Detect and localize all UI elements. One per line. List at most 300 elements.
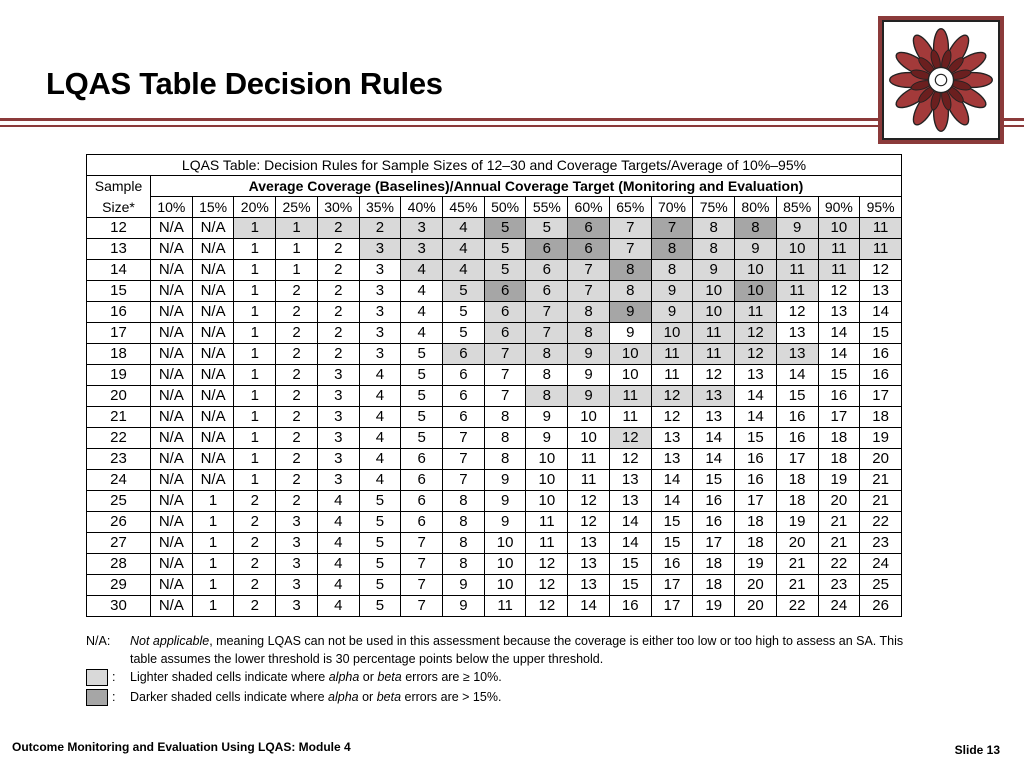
decision-rule-cell: 9 (609, 323, 651, 344)
coverage-header-cell: 90% (818, 197, 860, 218)
decision-rule-cell: N/A (151, 386, 193, 407)
decision-rule-cell: 4 (359, 407, 401, 428)
decision-rule-cell: 4 (401, 281, 443, 302)
sample-size-cell: 20 (87, 386, 151, 407)
decision-rule-cell: 7 (401, 554, 443, 575)
title-divider-bottom (0, 125, 1024, 127)
decision-rule-cell: 8 (568, 323, 610, 344)
coverage-header-cell: 10% (151, 197, 193, 218)
decision-rule-cell: N/A (151, 554, 193, 575)
decision-rule-cell: 11 (860, 218, 902, 239)
table-row (87, 218, 902, 239)
decision-rule-cell: 5 (443, 323, 485, 344)
decision-rule-cell: 26 (860, 596, 902, 617)
decision-rule-cell: 5 (443, 302, 485, 323)
coverage-header-cell: 85% (776, 197, 818, 218)
decision-rule-cell: 11 (693, 344, 735, 365)
decision-rule-cell: 12 (860, 260, 902, 281)
decision-rule-cell: 1 (234, 386, 276, 407)
decision-rule-cell: 20 (735, 596, 777, 617)
decision-rule-cell: 14 (651, 491, 693, 512)
decision-rule-cell: 10 (484, 533, 526, 554)
decision-rule-cell: 2 (234, 533, 276, 554)
decision-rule-cell: 5 (359, 491, 401, 512)
decision-rule-cell: 4 (443, 260, 485, 281)
decision-rule-cell: 11 (526, 533, 568, 554)
decision-rule-cell: 5 (359, 512, 401, 533)
decision-rule-cell: 16 (776, 428, 818, 449)
coverage-header-cell: 55% (526, 197, 568, 218)
table-caption-lead: LQAS Table: (181, 157, 261, 173)
decision-rule-cell: 12 (651, 386, 693, 407)
decision-rule-cell: 8 (609, 281, 651, 302)
decision-rule-cell: 3 (359, 323, 401, 344)
decision-rule-cell: 15 (609, 575, 651, 596)
slide-number: Slide 13 (954, 743, 1000, 757)
decision-rule-cell: 14 (651, 470, 693, 491)
decision-rule-cell: 5 (484, 260, 526, 281)
decision-rule-cell: 8 (443, 554, 485, 575)
decision-rule-cell: 8 (526, 344, 568, 365)
decision-rule-cell: N/A (151, 596, 193, 617)
decision-rule-cell: 4 (401, 323, 443, 344)
decision-rule-cell: 11 (776, 260, 818, 281)
decision-rule-cell: 21 (776, 575, 818, 596)
na-note-emphasis: Not applicable (130, 634, 210, 648)
coverage-header-cell: 20% (234, 197, 276, 218)
decision-rule-cell: 9 (776, 218, 818, 239)
decision-rule-cell: 1 (192, 533, 234, 554)
decision-rule-cell: 19 (693, 596, 735, 617)
decision-rule-cell: 10 (735, 281, 777, 302)
decision-rule-cell: N/A (192, 218, 234, 239)
coverage-header-cell: 25% (276, 197, 318, 218)
decision-rule-cell: 6 (443, 365, 485, 386)
decision-rule-cell: 9 (568, 344, 610, 365)
dark-shade-beta: beta (376, 690, 402, 704)
decision-rule-cell: N/A (192, 281, 234, 302)
table-row (87, 533, 902, 554)
decision-rule-cell: 16 (860, 365, 902, 386)
decision-rule-cell: 14 (776, 365, 818, 386)
decision-rule-cell: 15 (818, 365, 860, 386)
decision-rule-cell: 6 (443, 344, 485, 365)
decision-rule-cell: 3 (276, 554, 318, 575)
decision-rule-cell: 1 (234, 281, 276, 302)
decision-rule-cell: 17 (776, 449, 818, 470)
decision-rule-cell: 1 (234, 365, 276, 386)
decision-rule-cell: 9 (443, 575, 485, 596)
decision-rule-cell: 1 (192, 575, 234, 596)
table-caption (87, 155, 902, 176)
decision-rule-cell: 20 (735, 575, 777, 596)
decision-rule-cell: 14 (693, 428, 735, 449)
decision-rule-cell: 6 (401, 512, 443, 533)
decision-rule-cell: 2 (234, 512, 276, 533)
decision-rule-cell: 21 (818, 533, 860, 554)
sample-size-cell: 29 (87, 575, 151, 596)
sample-size-cell: 18 (87, 344, 151, 365)
decision-rule-cell: N/A (151, 407, 193, 428)
decision-rule-cell: 11 (609, 407, 651, 428)
decision-rule-cell: 1 (192, 596, 234, 617)
rosette-logo-icon (878, 16, 1004, 144)
decision-rule-cell: 10 (526, 470, 568, 491)
decision-rule-cell: 16 (776, 407, 818, 428)
decision-rule-cell: 12 (735, 323, 777, 344)
table-row (87, 302, 902, 323)
decision-rule-cell: 2 (276, 302, 318, 323)
decision-rule-cell: 6 (443, 407, 485, 428)
decision-rule-cell: 8 (443, 491, 485, 512)
decision-rule-cell: 9 (443, 596, 485, 617)
decision-rule-cell: 17 (651, 596, 693, 617)
decision-rule-cell: 9 (693, 260, 735, 281)
coverage-header: Average Coverage (Baselines)/Annual Coverage Target (Monitoring and Evaluation) (151, 176, 902, 197)
decision-rule-cell: 1 (192, 554, 234, 575)
decision-rule-cell: 10 (484, 575, 526, 596)
decision-rule-cell: 2 (317, 260, 359, 281)
decision-rule-cell: 6 (568, 218, 610, 239)
decision-rule-cell: 16 (735, 449, 777, 470)
decision-rule-cell: 4 (359, 365, 401, 386)
sample-size-cell: 21 (87, 407, 151, 428)
decision-rule-cell: 3 (276, 533, 318, 554)
decision-rule-cell: 5 (401, 365, 443, 386)
decision-rule-cell: 4 (317, 491, 359, 512)
decision-rule-cell: N/A (151, 470, 193, 491)
coverage-header-cell: 30% (317, 197, 359, 218)
decision-rule-cell: N/A (192, 470, 234, 491)
decision-rule-cell: 18 (735, 533, 777, 554)
title-divider-top (0, 118, 1024, 121)
decision-rule-cell: N/A (192, 260, 234, 281)
decision-rule-cell: 1 (276, 218, 318, 239)
decision-rule-cell: 22 (818, 554, 860, 575)
decision-rule-cell: 10 (568, 428, 610, 449)
decision-rule-cell: 4 (317, 512, 359, 533)
decision-rule-cell: 4 (401, 302, 443, 323)
decision-rule-cell: 8 (526, 386, 568, 407)
decision-rule-cell: 13 (735, 365, 777, 386)
decision-rule-cell: N/A (192, 386, 234, 407)
decision-rule-cell: 9 (484, 470, 526, 491)
decision-rule-cell: 8 (484, 449, 526, 470)
decision-rule-cell: 11 (651, 365, 693, 386)
decision-rule-cell: N/A (151, 302, 193, 323)
decision-rule-cell: 1 (234, 302, 276, 323)
light-shade-colon: : (112, 670, 116, 684)
decision-rule-cell: 14 (818, 323, 860, 344)
decision-rule-cell: N/A (151, 365, 193, 386)
decision-rule-cell: 11 (735, 302, 777, 323)
decision-rule-cell: 8 (651, 260, 693, 281)
decision-rule-cell: 2 (317, 239, 359, 260)
decision-rule-cell: 3 (317, 365, 359, 386)
decision-rule-cell: 10 (484, 554, 526, 575)
decision-rule-cell: 2 (317, 323, 359, 344)
decision-rule-cell: 4 (401, 260, 443, 281)
decision-rule-cell: 12 (651, 407, 693, 428)
decision-rule-cell: 16 (609, 596, 651, 617)
decision-rule-cell: 9 (651, 302, 693, 323)
decision-rule-cell: 12 (735, 344, 777, 365)
table-row (87, 554, 902, 575)
decision-rule-cell: 9 (568, 365, 610, 386)
decision-rule-cell: 5 (484, 239, 526, 260)
decision-rule-cell: 21 (860, 491, 902, 512)
decision-rule-cell: 7 (526, 302, 568, 323)
decision-rule-cell: 9 (609, 302, 651, 323)
decision-rule-cell: 4 (317, 533, 359, 554)
decision-rule-cell: 18 (818, 428, 860, 449)
decision-rule-cell: 22 (860, 512, 902, 533)
dark-shade-alpha: alpha (328, 690, 359, 704)
decision-rule-cell: 9 (651, 281, 693, 302)
decision-rule-cell: 1 (234, 407, 276, 428)
decision-rule-cell: 5 (401, 344, 443, 365)
decision-rule-cell: 4 (443, 239, 485, 260)
decision-rule-cell: 12 (568, 491, 610, 512)
decision-rule-cell: 9 (568, 386, 610, 407)
decision-rule-cell: 7 (651, 218, 693, 239)
decision-rule-cell: 1 (276, 260, 318, 281)
decision-rule-cell: 2 (317, 344, 359, 365)
slide-title: LQAS Table Decision Rules (46, 66, 443, 101)
decision-rule-cell: 7 (568, 281, 610, 302)
decision-rule-cell: 2 (234, 491, 276, 512)
decision-rule-cell: 5 (401, 428, 443, 449)
decision-rule-cell: 8 (443, 512, 485, 533)
decision-rule-cell: 13 (568, 554, 610, 575)
coverage-header-cell: 95% (860, 197, 902, 218)
coverage-header-cell: 50% (484, 197, 526, 218)
table-notes (86, 632, 906, 708)
decision-rule-cell: 13 (693, 407, 735, 428)
decision-rule-cell: 5 (401, 407, 443, 428)
table-row (87, 428, 902, 449)
decision-rule-cell: N/A (151, 344, 193, 365)
decision-rule-cell: 14 (609, 512, 651, 533)
decision-rule-cell: 8 (443, 533, 485, 554)
decision-rule-cell: 3 (359, 344, 401, 365)
table-row (87, 512, 902, 533)
sample-size-cell: 23 (87, 449, 151, 470)
table-row (87, 365, 902, 386)
decision-rule-cell: 5 (359, 533, 401, 554)
coverage-header-cell: 80% (735, 197, 777, 218)
light-shade-prefix: Lighter shaded cells indicate where (130, 670, 329, 684)
sample-size-cell: 30 (87, 596, 151, 617)
decision-rule-cell: 21 (776, 554, 818, 575)
decision-rule-cell: 2 (234, 575, 276, 596)
decision-rule-cell: 10 (693, 302, 735, 323)
decision-rule-cell: 14 (609, 533, 651, 554)
decision-rule-cell: 12 (526, 575, 568, 596)
na-note-label: N/A: (86, 634, 111, 648)
decision-rule-cell: 7 (526, 323, 568, 344)
decision-rule-cell: 1 (234, 428, 276, 449)
decision-rule-cell: 18 (735, 512, 777, 533)
decision-rule-cell: 9 (484, 512, 526, 533)
decision-rule-cell: 6 (443, 386, 485, 407)
decision-rule-cell: 3 (317, 449, 359, 470)
decision-rule-cell: 2 (276, 281, 318, 302)
decision-rule-cell: 13 (818, 302, 860, 323)
sample-size-cell: 22 (87, 428, 151, 449)
dark-shade-swatch (86, 689, 108, 706)
decision-rule-cell: 13 (568, 533, 610, 554)
decision-rule-cell: 12 (568, 512, 610, 533)
decision-rule-cell: 4 (443, 218, 485, 239)
decision-rule-cell: 15 (860, 323, 902, 344)
decision-rule-cell: 2 (317, 302, 359, 323)
decision-rule-cell: 10 (609, 344, 651, 365)
decision-rule-cell: 6 (401, 449, 443, 470)
coverage-header-cell: 70% (651, 197, 693, 218)
decision-rule-cell: 3 (401, 239, 443, 260)
table-row (87, 407, 902, 428)
decision-rule-cell: 14 (860, 302, 902, 323)
decision-rule-cell: 2 (359, 218, 401, 239)
sample-size-cell: 19 (87, 365, 151, 386)
decision-rule-cell: 4 (359, 428, 401, 449)
decision-rule-cell: 3 (317, 407, 359, 428)
decision-rule-cell: 7 (401, 596, 443, 617)
table-row (87, 470, 902, 491)
table-row (87, 281, 902, 302)
decision-rule-cell: 2 (234, 554, 276, 575)
decision-rule-cell: N/A (192, 302, 234, 323)
decision-rule-cell: 11 (484, 596, 526, 617)
decision-rule-cell: 3 (359, 281, 401, 302)
sample-size-cell: 26 (87, 512, 151, 533)
decision-rule-cell: 24 (818, 596, 860, 617)
decision-rule-cell: 19 (818, 470, 860, 491)
light-shade-legend (86, 668, 906, 688)
decision-rule-cell: N/A (151, 323, 193, 344)
decision-rule-cell: 11 (651, 344, 693, 365)
decision-rule-cell: 6 (526, 239, 568, 260)
decision-rule-cell: N/A (192, 344, 234, 365)
table-row (87, 239, 902, 260)
decision-rule-cell: 21 (860, 470, 902, 491)
decision-rule-cell: 17 (693, 533, 735, 554)
decision-rule-cell: 11 (860, 239, 902, 260)
decision-rule-cell: 19 (860, 428, 902, 449)
decision-rule-cell: N/A (151, 218, 193, 239)
decision-rule-cell: 19 (776, 512, 818, 533)
decision-rule-cell: 10 (609, 365, 651, 386)
decision-rule-cell: 6 (526, 281, 568, 302)
decision-rule-cell: 2 (276, 470, 318, 491)
decision-rule-cell: 20 (818, 491, 860, 512)
decision-rule-cell: 6 (401, 470, 443, 491)
decision-rule-cell: 16 (860, 344, 902, 365)
decision-rule-cell: 14 (693, 449, 735, 470)
table-row (87, 386, 902, 407)
decision-rule-cell: 2 (276, 407, 318, 428)
decision-rule-cell: 13 (651, 449, 693, 470)
decision-rule-cell: 7 (484, 365, 526, 386)
decision-rule-cell: 14 (818, 344, 860, 365)
decision-rule-cell: 9 (484, 491, 526, 512)
decision-rule-cell: 6 (401, 491, 443, 512)
sample-size-cell: 28 (87, 554, 151, 575)
dark-shade-legend (86, 688, 906, 708)
decision-rule-cell: 13 (568, 575, 610, 596)
decision-rule-cell: 11 (818, 260, 860, 281)
decision-rule-cell: 15 (735, 428, 777, 449)
decision-rule-cell: 7 (484, 386, 526, 407)
decision-rule-cell: N/A (151, 260, 193, 281)
decision-rule-cell: 1 (276, 239, 318, 260)
decision-rule-cell: 8 (609, 260, 651, 281)
decision-rule-cell: 13 (776, 323, 818, 344)
decision-rule-cell: 11 (568, 470, 610, 491)
table-row (87, 491, 902, 512)
decision-rule-cell: 9 (526, 428, 568, 449)
decision-rule-cell: 4 (359, 470, 401, 491)
coverage-header-cell: 15% (192, 197, 234, 218)
decision-rule-cell: 3 (317, 386, 359, 407)
decision-rule-cell: 11 (526, 512, 568, 533)
light-shade-alpha: alpha (328, 670, 360, 684)
decision-rule-cell: 23 (860, 533, 902, 554)
coverage-header-cell: 65% (609, 197, 651, 218)
decision-rule-cell: 2 (234, 596, 276, 617)
dark-shade-colon: : (112, 690, 116, 704)
decision-rule-cell: 9 (526, 407, 568, 428)
coverage-header-cell: 75% (693, 197, 735, 218)
decision-rule-cell: 6 (484, 281, 526, 302)
coverage-header-cell: 35% (359, 197, 401, 218)
decision-rule-cell: 16 (651, 554, 693, 575)
decision-rule-cell: 22 (776, 596, 818, 617)
table-row (87, 323, 902, 344)
decision-rule-cell: 1 (234, 470, 276, 491)
decision-rule-cell: 17 (860, 386, 902, 407)
decision-rule-cell: 7 (443, 470, 485, 491)
decision-rule-cell: 14 (568, 596, 610, 617)
table-caption-text: Decision Rules for Sample Sizes of 12–30 and Coverage Targets/Average of 10%–95% (260, 157, 807, 173)
decision-rule-cell: 16 (693, 491, 735, 512)
decision-rule-cell: 15 (609, 554, 651, 575)
decision-rule-cell: 18 (776, 470, 818, 491)
decision-rule-cell: 17 (735, 491, 777, 512)
decision-rule-cell: 7 (609, 239, 651, 260)
decision-rule-cell: 8 (484, 428, 526, 449)
decision-rule-cell: 3 (359, 302, 401, 323)
decision-rule-cell: 3 (317, 428, 359, 449)
decision-rule-cell: 5 (401, 386, 443, 407)
decision-rule-cell: N/A (192, 407, 234, 428)
table-row (87, 575, 902, 596)
decision-rule-cell: 2 (276, 491, 318, 512)
decision-rule-cell: 10 (693, 281, 735, 302)
decision-rule-cell: 11 (693, 323, 735, 344)
decision-rule-cell: 19 (735, 554, 777, 575)
coverage-header-cell: 45% (443, 197, 485, 218)
light-shade-beta: beta (377, 670, 402, 684)
decision-rule-cell: 1 (234, 218, 276, 239)
table-row (87, 449, 902, 470)
decision-rule-cell: 2 (276, 386, 318, 407)
decision-rule-cell: 7 (401, 533, 443, 554)
decision-rule-cell: 16 (818, 386, 860, 407)
decision-rule-cell: 4 (359, 386, 401, 407)
decision-rule-cell: 7 (401, 575, 443, 596)
